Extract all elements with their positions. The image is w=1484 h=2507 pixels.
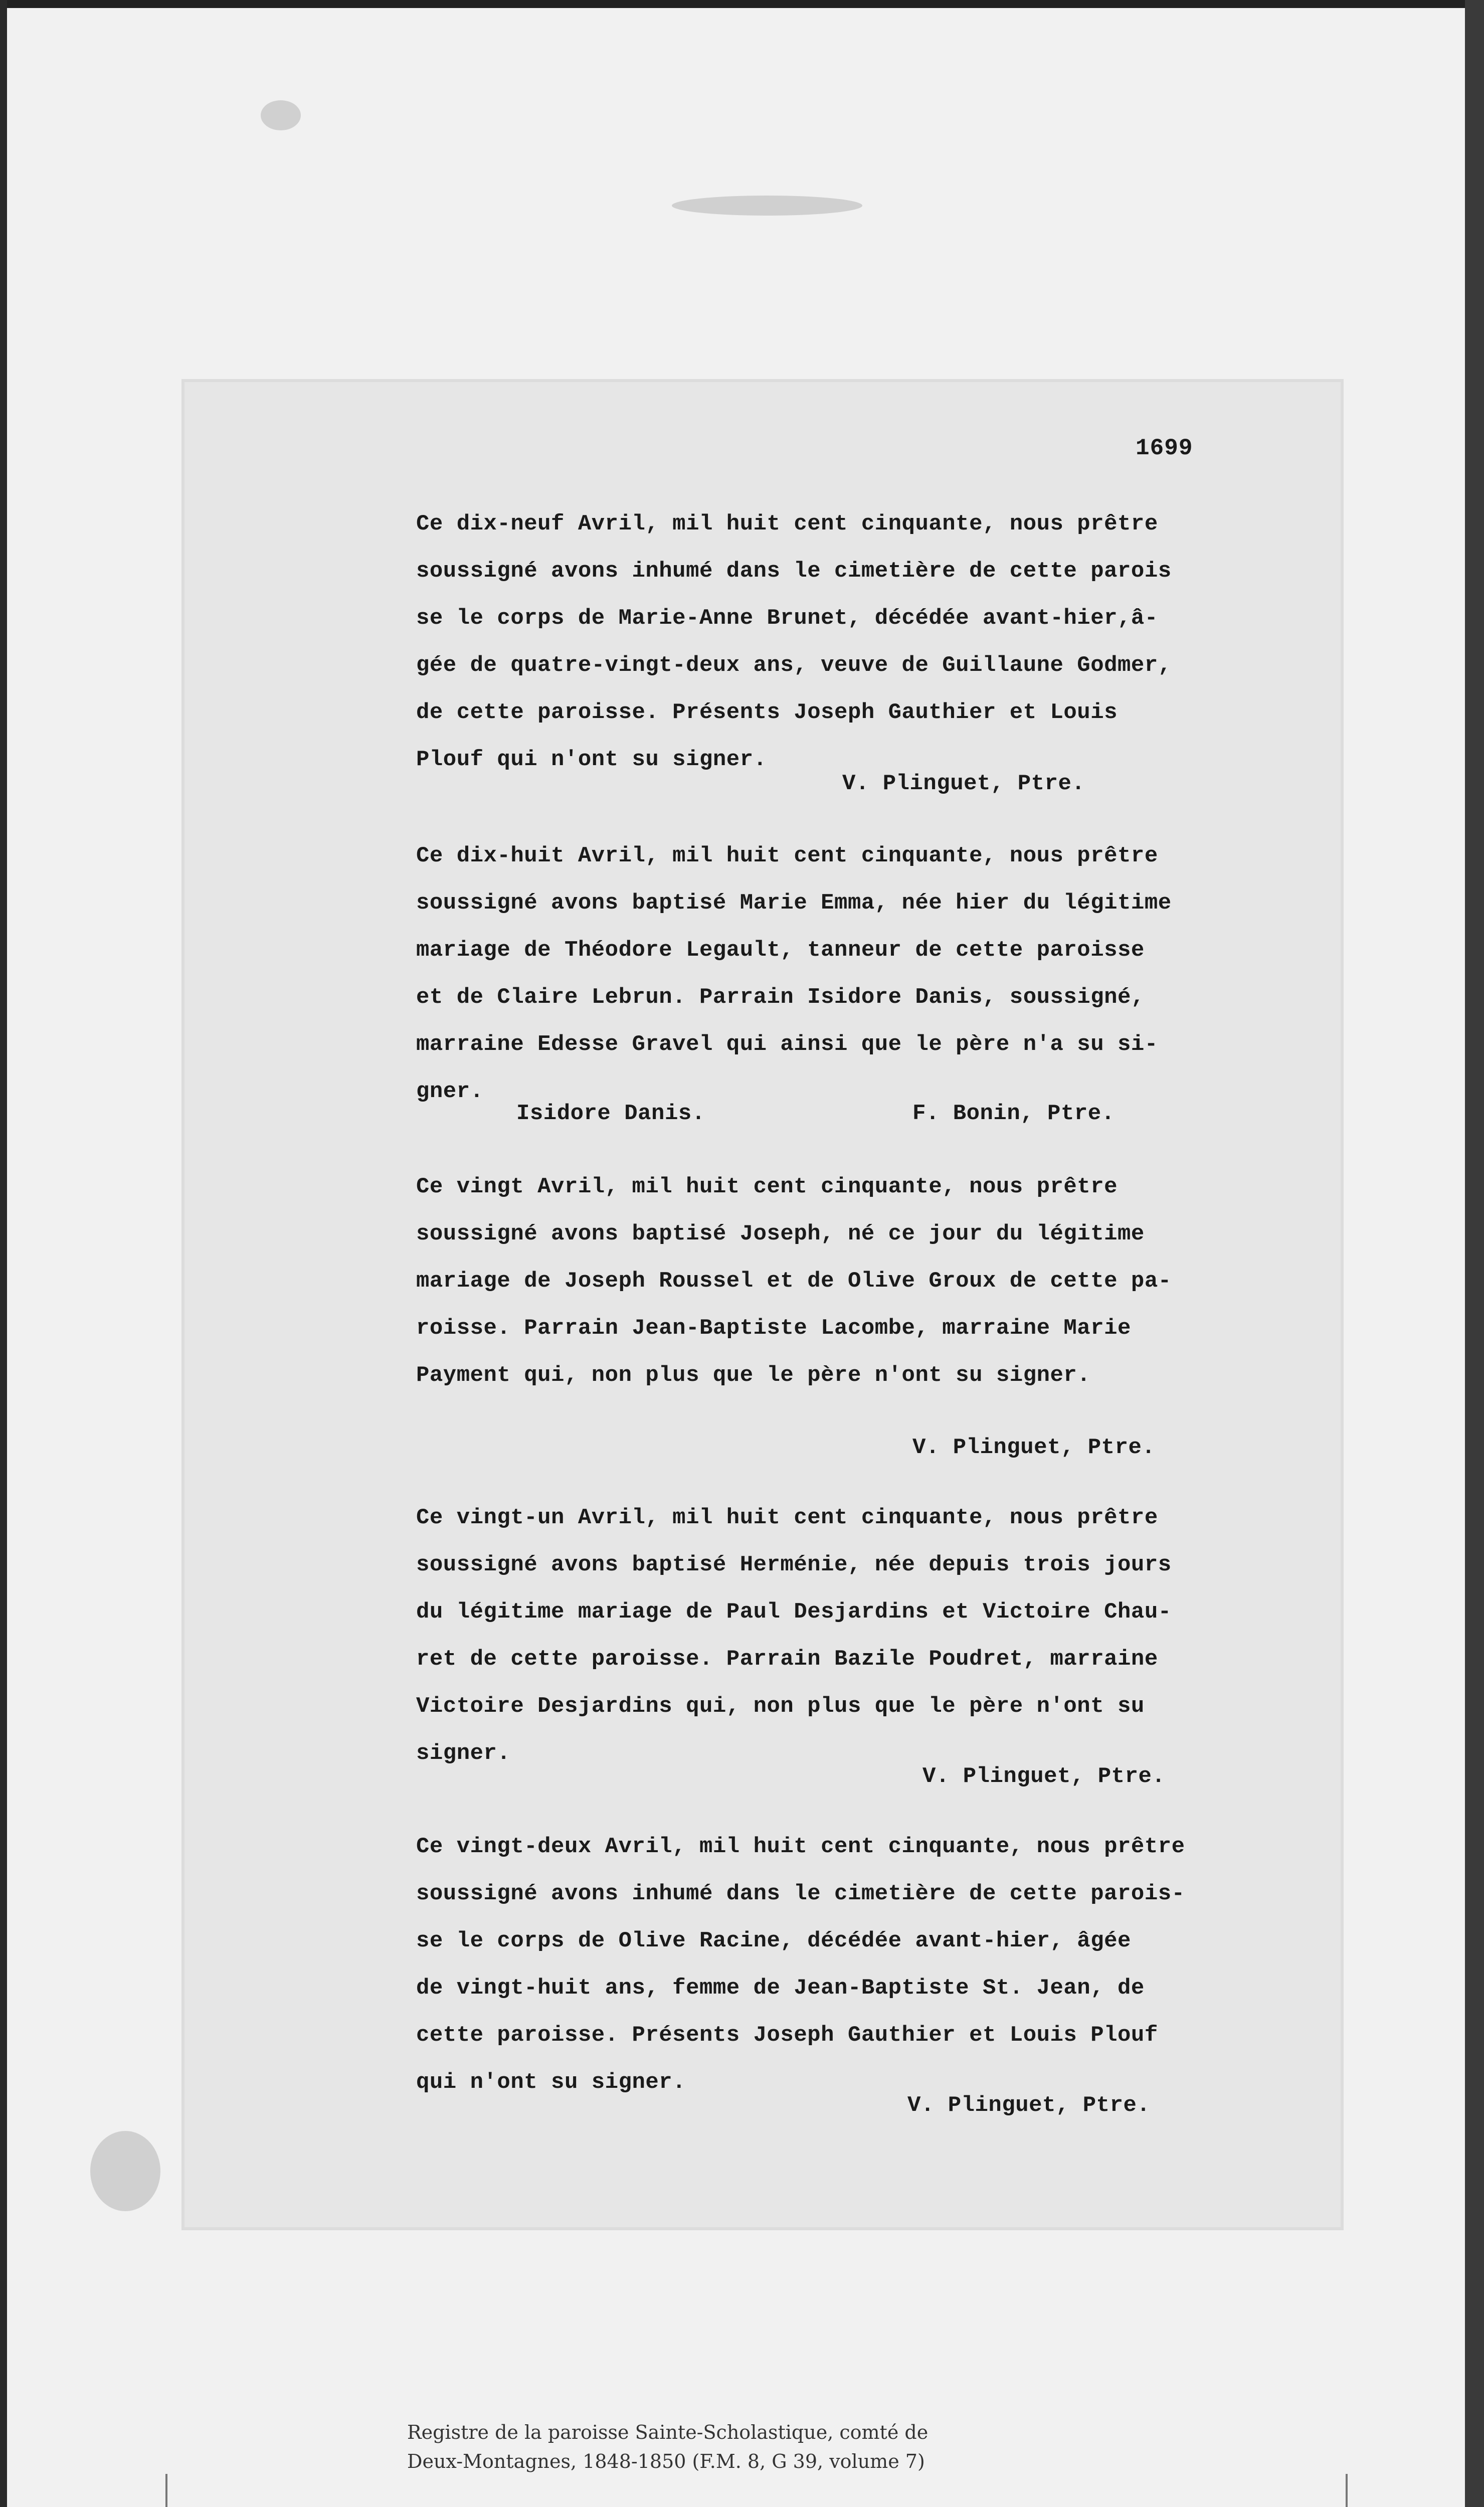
entry-line: soussigné avons baptisé Marie Emma, née hier du légitime — [416, 890, 1172, 916]
register-entry — [416, 832, 1268, 1115]
caption-line: Deux-Montagnes, 1848-1850 (F.M. 8, G 39, volume 7) — [407, 2450, 925, 2472]
entry-line: Victoire Desjardins qui, non plus que le père n'ont su — [416, 1694, 1145, 1719]
entry-line: du légitime mariage de Paul Desjardins et Victoire Chau- — [416, 1599, 1172, 1625]
film-speck — [672, 196, 862, 216]
register-entry — [416, 1163, 1268, 1399]
entry-line: soussigné avons inhumé dans le cimetière de cette parois- — [416, 1881, 1185, 1906]
entry-line: et de Claire Lebrun. Parrain Isidore Danis, soussigné, — [416, 985, 1145, 1010]
register-caption — [407, 2418, 1109, 2476]
entry-line: marraine Edesse Gravel qui ainsi que le père n'a su si- — [416, 1032, 1158, 1057]
entry-line: mariage de Théodore Legault, tanneur de cette paroisse — [416, 938, 1145, 963]
entry-line: Ce vingt-deux Avril, mil huit cent cinquante, nous prêtre — [416, 1834, 1185, 1859]
entry-line: soussigné avons inhumé dans le cimetière de cette parois — [416, 559, 1172, 584]
entry-line: Ce dix-neuf Avril, mil huit cent cinquante, nous prêtre — [416, 511, 1158, 536]
entry-line: gée de quatre-vingt-deux ans, veuve de Guillaune Godmer, — [416, 653, 1172, 678]
entry-line: roisse. Parrain Jean-Baptiste Lacombe, marraine Marie — [416, 1316, 1131, 1341]
entry-line: de vingt-huit ans, femme de Jean-Baptiste St. Jean, de — [416, 1976, 1145, 2001]
priest-signature: V. Plinguet, Ptre. — [922, 1764, 1166, 1789]
entry-line: de cette paroisse. Présents Joseph Gauthier et Louis — [416, 700, 1118, 725]
priest-signature: V. Plinguet, Ptre. — [912, 1435, 1156, 1460]
film-edge-left — [0, 0, 7, 2507]
entry-line: Plouf qui n'ont su signer. — [416, 747, 767, 772]
entry-line: se le corps de Marie-Anne Brunet, décédée avant-hier,â- — [416, 606, 1158, 631]
film-edge-right — [1465, 0, 1484, 2507]
register-entry — [416, 500, 1268, 783]
entry-line: qui n'ont su signer. — [416, 2070, 686, 2095]
archives-label — [165, 2474, 1348, 2507]
register-entry — [416, 1494, 1268, 1777]
entry-line: soussigné avons baptisé Herménie, née depuis trois jours — [416, 1552, 1172, 1577]
entry-line: Ce dix-huit Avril, mil huit cent cinquante, nous prêtre — [416, 843, 1158, 868]
page-number: 1699 — [1136, 435, 1193, 461]
caption-line: Registre de la paroisse Sainte-Scholastique, comté de — [407, 2421, 929, 2443]
entry-line: soussigné avons baptisé Joseph, né ce jour du légitime — [416, 1221, 1145, 1246]
entry-line: signer. — [416, 1741, 511, 1766]
entry-line: ret de cette paroisse. Parrain Bazile Poudret, marraine — [416, 1647, 1158, 1672]
entry-line: Ce vingt-un Avril, mil huit cent cinquante, nous prêtre — [416, 1505, 1158, 1530]
register-entry — [416, 1823, 1268, 2106]
entry-line: Payment qui, non plus que le père n'ont su signer. — [416, 1363, 1091, 1388]
entry-line: Ce vingt Avril, mil huit cent cinquante, nous prêtre — [416, 1174, 1118, 1199]
entry-line: gner. — [416, 1079, 484, 1104]
priest-signature: V. Plinguet, Ptre. — [842, 771, 1085, 796]
film-speck — [90, 2131, 160, 2211]
film-speck — [261, 100, 301, 130]
witness-signature: Isidore Danis. — [516, 1101, 705, 1126]
film-edge-top — [0, 0, 1484, 8]
entry-line: se le corps de Olive Racine, décédée avant-hier, âgée — [416, 1928, 1131, 1953]
priest-signature: F. Bonin, Ptre. — [912, 1101, 1115, 1126]
priest-signature: V. Plinguet, Ptre. — [907, 2093, 1151, 2118]
entry-line: mariage de Joseph Roussel et de Olive Groux de cette pa- — [416, 1269, 1172, 1294]
entry-line: cette paroisse. Présents Joseph Gauthier et Louis Plouf — [416, 2023, 1158, 2048]
